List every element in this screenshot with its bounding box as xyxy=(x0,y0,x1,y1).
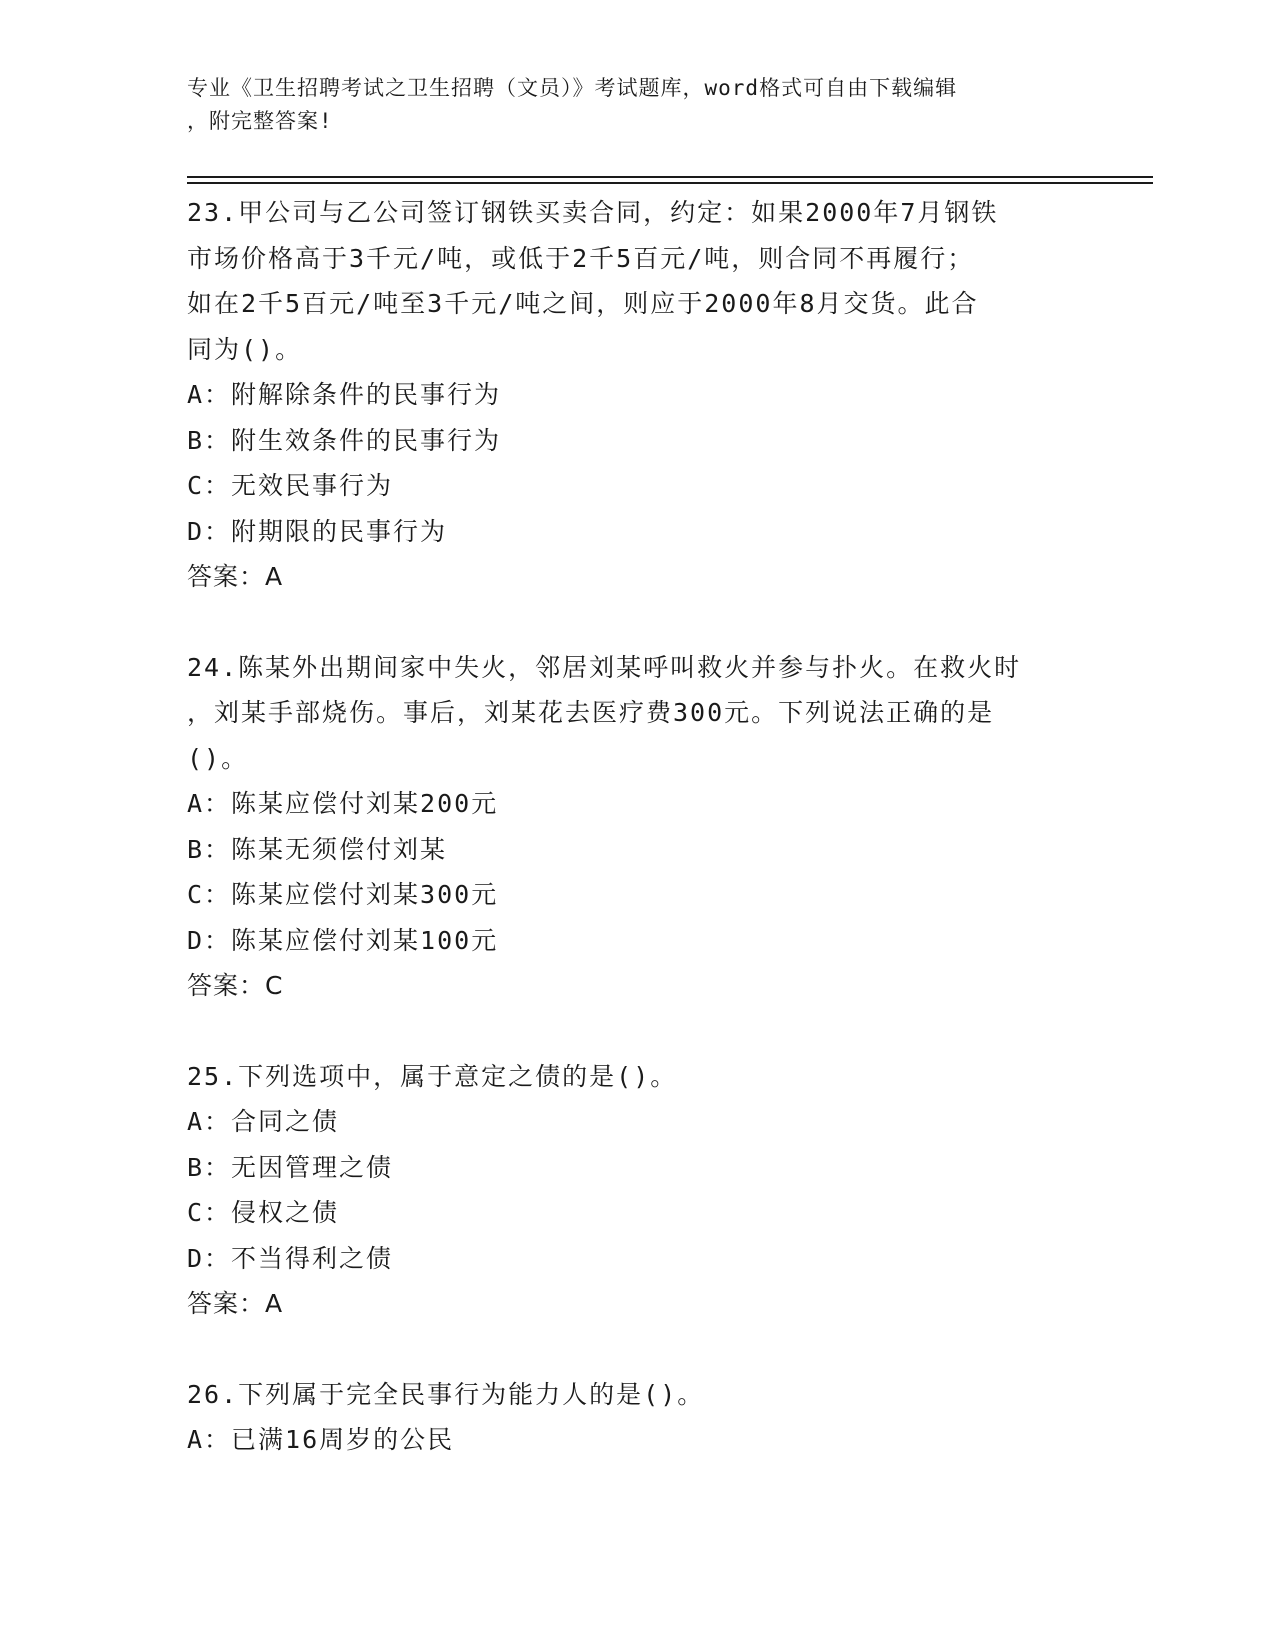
answer-line: 答案：C xyxy=(187,971,284,1000)
stem-line: ()。 xyxy=(187,743,249,773)
option-d: D：附期限的民事行为 xyxy=(187,516,448,546)
stem-line: 25.下列选项中，属于意定之债的是()。 xyxy=(187,1061,678,1091)
answer-line: 答案：A xyxy=(187,1289,284,1318)
option-c: C：无效民事行为 xyxy=(187,471,394,500)
option-a: A：陈某应偿付刘某200元 xyxy=(187,789,499,818)
option-b: B：陈某无须偿付刘某 xyxy=(187,834,448,864)
question-stem xyxy=(187,1054,1087,1100)
option-c: C：陈某应偿付刘某300元 xyxy=(187,880,499,909)
document-header xyxy=(187,72,1067,138)
stem-line: ，刘某手部烧伤。事后，刘某花去医疗费300元。下列说法正确的是 xyxy=(187,698,995,727)
stem-line: 市场价格高于3千元/吨，或低于2千5百元/吨，则合同不再履行； xyxy=(187,243,975,273)
question-23 xyxy=(187,190,1087,600)
option-b: B：无因管理之债 xyxy=(187,1152,394,1182)
option-c: C：侵权之债 xyxy=(187,1198,340,1227)
option-a: A：附解除条件的民事行为 xyxy=(187,380,502,409)
option-a: A：合同之债 xyxy=(187,1107,340,1136)
question-stem xyxy=(187,645,1087,782)
header-rule-top xyxy=(187,176,1153,178)
option-d: D：不当得利之债 xyxy=(187,1243,394,1273)
question-24 xyxy=(187,645,1087,1009)
stem-line: 24.陈某外出期间家中失火，邻居刘某呼叫救火并参与扑火。在救火时 xyxy=(187,652,1022,682)
answer-line: 答案：A xyxy=(187,562,284,591)
question-stem xyxy=(187,190,1087,372)
option-d: D：陈某应偿付刘某100元 xyxy=(187,925,499,955)
header-rule-bottom xyxy=(187,182,1153,184)
question-stem xyxy=(187,1372,1087,1418)
question-25 xyxy=(187,1054,1087,1327)
stem-line: 23.甲公司与乙公司签订钢铁买卖合同，约定：如果2000年7月钢铁 xyxy=(187,198,999,227)
question-list xyxy=(187,190,1087,1508)
stem-line: 同为()。 xyxy=(187,334,303,364)
stem-line: 26.下列属于完全民事行为能力人的是()。 xyxy=(187,1379,705,1409)
header-line: ，附完整答案! xyxy=(187,109,333,133)
header-line: 专业《卫生招聘考试之卫生招聘（文员）》考试题库，word格式可自由下载编辑 xyxy=(187,76,958,100)
option-b: B：附生效条件的民事行为 xyxy=(187,425,502,455)
option-a: A：已满16周岁的公民 xyxy=(187,1425,455,1454)
stem-line: 如在2千5百元/吨至3千元/吨之间，则应于2000年8月交货。此合 xyxy=(187,289,979,318)
question-26 xyxy=(187,1372,1087,1463)
